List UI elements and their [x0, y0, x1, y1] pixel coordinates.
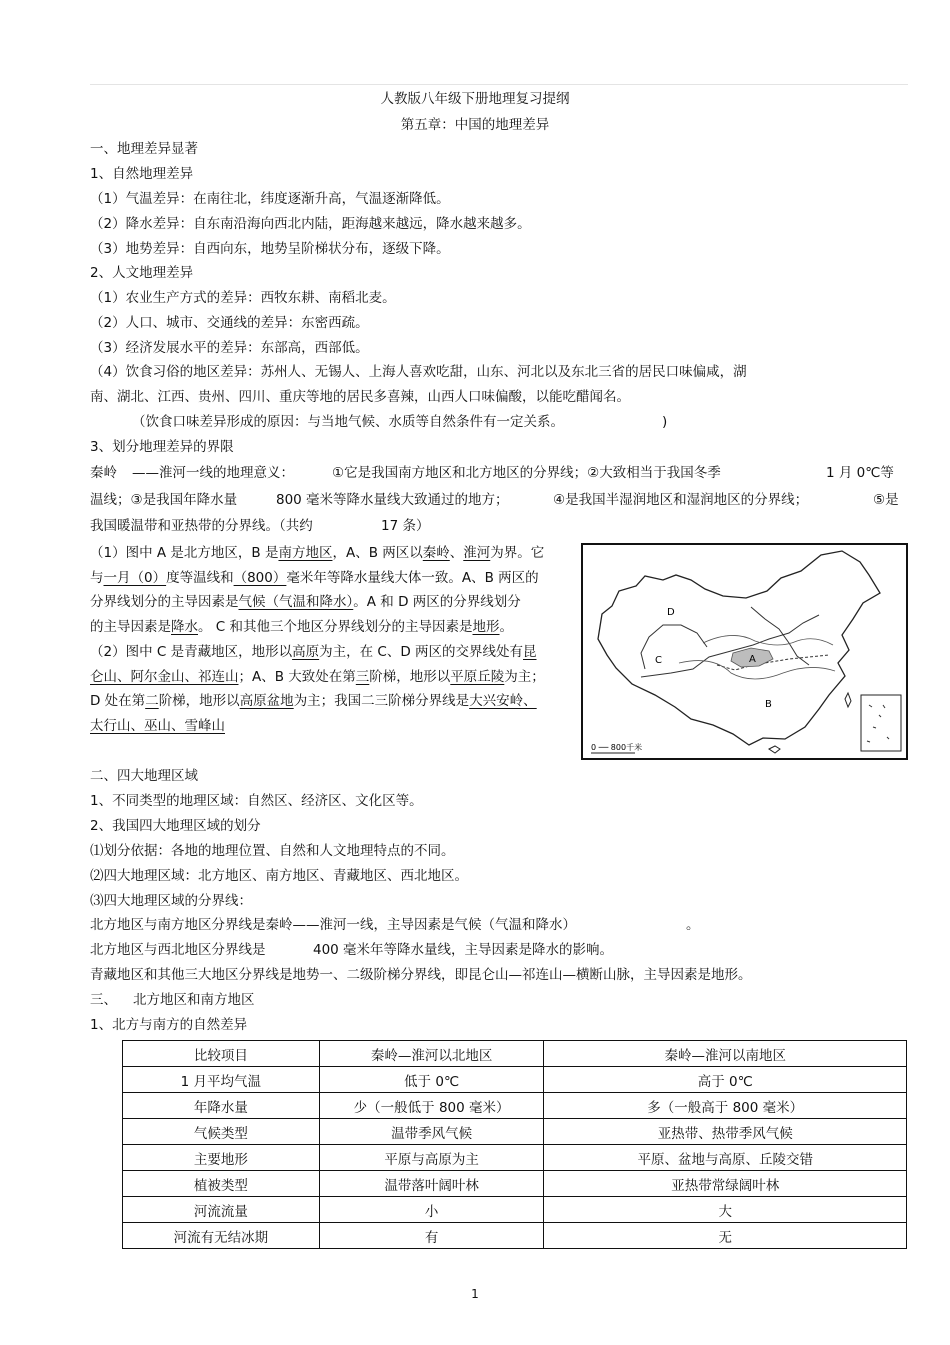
paragraph-text: 为主； [504, 668, 545, 685]
answer-underlined: 平原丘陵 [450, 668, 505, 685]
answer-underlined: 高原盆地 [239, 693, 294, 710]
paragraph-text: 为主，在 C、D 两区的交界线处有 [319, 643, 524, 660]
answer-underlined: 降水 [171, 619, 198, 636]
sub-heading: 2、人文地理差异 [90, 265, 194, 281]
table-row [123, 1197, 907, 1223]
paragraph-text: （1）图中 A 是北方地区，B 是 [90, 545, 279, 561]
table-cell: 有 [319, 1223, 544, 1249]
paragraph-text: 。 [499, 619, 514, 636]
table-header-cell: 比较项目 [123, 1041, 320, 1067]
table-row [123, 1093, 907, 1119]
table-header-row [123, 1041, 907, 1067]
table-cell: 平原与高原为主 [319, 1145, 544, 1171]
paragraph-text: 为界。它 [490, 545, 545, 561]
answer-underlined: 淮河 [463, 545, 491, 561]
table-cell: 植被类型 [123, 1171, 320, 1197]
table-cell: 平原、盆地与高原、丘陵交错 [544, 1145, 907, 1171]
paragraph-text: D 处在第 [90, 693, 146, 710]
body-line: 北方地区与西北地区分界线是 [90, 942, 266, 958]
answer-underlined: 仑山、阿尔金山、祁连山 [90, 668, 239, 685]
answer-underlined: 大兴安岭、 [469, 693, 537, 710]
paragraph-text: 阶梯，地形以 [369, 668, 451, 685]
section-heading: 三、 [90, 992, 117, 1008]
table-cell: 温带落叶阔叶林 [319, 1171, 544, 1197]
taiwan-island [845, 693, 851, 707]
paragraph-line [90, 640, 578, 665]
table-header-cell: 秦岭—淮河以北地区 [319, 1041, 544, 1067]
paragraph-line [90, 714, 578, 739]
table-cell: 亚热带常绿阔叶林 [544, 1171, 907, 1197]
paragraph-text: 的主导因素是 [90, 619, 171, 636]
answer-underlined: 三 [355, 668, 370, 685]
table-cell: 高于 0℃ [544, 1067, 907, 1093]
table-row [123, 1067, 907, 1093]
qinling-text: 17 条） [381, 518, 430, 534]
list-item: （4）饮食习俗的地区差异：苏州人、无锡人、上海人喜欢吃甜，山东、河北以及东北三省的居民口味偏咸，湖 [90, 364, 747, 380]
china-outline [598, 551, 880, 745]
china-regions-map [581, 543, 908, 760]
chapter-title: 第五章：中国的地理差异 [400, 117, 550, 133]
paragraph-line [90, 615, 578, 640]
table-cell: 多（一般高于 800 毫米） [544, 1093, 907, 1119]
map-scale: 0 ── 800千米 [591, 743, 643, 752]
table-header-cell: 秦岭—淮河以南地区 [544, 1041, 907, 1067]
qinling-text: 温线；③是我国年降水量 [90, 492, 238, 508]
paragraph-line [90, 689, 578, 714]
table-cell: 河流流量 [123, 1197, 320, 1223]
qinling-text: 1 月 0℃等 [826, 465, 894, 481]
islands-marks [867, 705, 889, 742]
region-label: D [667, 607, 675, 618]
table-cell: 年降水量 [123, 1093, 320, 1119]
sub-heading: 3、划分地理差异的界限 [90, 439, 234, 455]
table-cell: 大 [544, 1197, 907, 1223]
body-line: 2、我国四大地理区域的划分 [90, 818, 261, 834]
body-line-end: 。 [686, 917, 700, 933]
answer-underlined: 地形 [472, 619, 500, 636]
table-row [123, 1171, 907, 1197]
table-cell: 低于 0℃ [319, 1067, 544, 1093]
paragraph-text: 度等温线和 [166, 569, 234, 586]
list-item: 南、湖北、江西、贵州、四川、重庆等地的居民多喜辣，山西人口味偏酸，以能吃醋闻名。 [90, 389, 630, 405]
note-text: （饮食口味差异形成的原因：与当地气候、水质等自然条件有一定关系。 [132, 414, 564, 430]
qinling-text: ——淮河一线的地理意义： [132, 465, 294, 481]
table-row [123, 1119, 907, 1145]
page-number: 1 [471, 1287, 479, 1301]
qinling-text: 800 毫米等降水量线大致通过的地方； [276, 492, 509, 508]
list-item: （2）降水差异：自东南沿海向西北内陆，距海越来越远，降水越来越多。 [90, 216, 531, 232]
list-item: （1）气温差异：在南往北，纬度逐渐升高，气温逐渐降低。 [90, 191, 450, 207]
answer-underlined: 太行山、巫山、雪峰山 [90, 717, 225, 734]
paragraph-text: 。A 和 D 两区的分界线划分 [353, 594, 521, 611]
qinling-text: ④是我国半湿润地区和湿润地区的分界线； [553, 492, 809, 508]
table-cell: 温带季风气候 [319, 1119, 544, 1145]
map-question-paragraph [90, 541, 578, 739]
section-heading-text: 北方地区和南方地区 [133, 992, 255, 1008]
paragraph-text: （2）图中 C 是青藏地区，地形以 [90, 643, 293, 660]
sub-heading: 1、自然地理差异 [90, 166, 194, 182]
qinling-text: 我国暖温带和亚热带的分界线。（共约 [90, 518, 313, 534]
answer-underlined: （800） [233, 569, 287, 586]
answer-underlined: 一月（0） [103, 569, 167, 586]
paragraph-text: ，A、B 两区以 [332, 545, 423, 561]
table-row [123, 1145, 907, 1171]
answer-underlined: 高原 [292, 643, 320, 660]
list-item: （1）农业生产方式的差异：西牧东耕、南稻北麦。 [90, 290, 396, 306]
paragraph-line [90, 665, 578, 690]
south-sea-inset [861, 695, 901, 751]
table-cell: 无 [544, 1223, 907, 1249]
map-figure [583, 545, 906, 758]
answer-underlined: 二 [145, 693, 159, 710]
table-cell: 主要地形 [123, 1145, 320, 1171]
answer-underlined: 气候（气温和降水） [238, 594, 354, 611]
region-label: A [749, 654, 756, 665]
list-item: （2）人口、城市、交通线的差异：东密西疏。 [90, 315, 369, 331]
qinling-text: ⑤是 [873, 492, 899, 508]
paragraph-text: 为主；我国二三阶梯分界线是 [293, 693, 470, 710]
table-cell: 少（一般低于 800 毫米） [319, 1093, 544, 1119]
body-line: 北方地区与南方地区分界线是秦岭——淮河一线，主导因素是气候（气温和降水） [90, 917, 576, 933]
paragraph-text: 分界线划分的主导因素是 [90, 594, 239, 611]
paragraph-line [90, 566, 578, 591]
paragraph-text: 、 [449, 545, 464, 561]
section-heading: 二、四大地理区域 [90, 768, 198, 784]
qinling-text: ①它是我国南方地区和北方地区的分界线；②大致相当于我国冬季 [332, 465, 721, 481]
list-item: （3）地势差异：自西向东，地势呈阶梯状分布，逐级下降。 [90, 241, 450, 257]
list-item: （3）经济发展水平的差异：东部高，西部低。 [90, 340, 369, 356]
paragraph-text: ；A、B 大致处在第 [238, 668, 356, 685]
table-cell: 河流有无结冰期 [123, 1223, 320, 1249]
section-heading: 一、地理差异显著 [90, 141, 198, 157]
qinling-label: 秦岭 [90, 465, 117, 481]
paragraph-text: 毫米年等降水量线大体一致。A、B 两区的 [286, 569, 539, 586]
body-line: ⑶四大地理区域的分界线： [90, 893, 252, 909]
body-line: 400 毫米年等降水量线，主导因素是降水的影响。 [313, 942, 614, 958]
region-boundary-line [641, 625, 707, 669]
region-label: B [765, 699, 772, 710]
hainan-island [769, 746, 780, 753]
body-line: 1、不同类型的地理区域：自然区、经济区、文化区等。 [90, 793, 423, 809]
answer-underlined: 南方地区 [278, 545, 333, 561]
paragraph-line [90, 541, 578, 566]
paragraph-text: 与 [90, 569, 104, 586]
table-cell: 1 月平均气温 [123, 1067, 320, 1093]
note-text-end: ) [662, 414, 668, 430]
sub-heading: 1、北方与南方的自然差异 [90, 1017, 248, 1033]
answer-underlined: 昆 [523, 643, 537, 660]
table-cell: 气候类型 [123, 1119, 320, 1145]
answer-underlined: 秦岭 [422, 545, 450, 561]
table-cell: 亚热带、热带季风气候 [544, 1119, 907, 1145]
doc-title: 人教版八年级下册地理复习提纲 [380, 91, 570, 107]
top-rule [90, 84, 908, 85]
paragraph-text: 阶梯，地形以 [158, 693, 240, 710]
paragraph-line [90, 590, 578, 615]
table-row [123, 1223, 907, 1249]
region-label: C [655, 655, 662, 666]
body-line: 青藏地区和其他三大地区分界线是地势一、二级阶梯分界线，即昆仑山—祁连山—横断山脉，主导因素是地形。 [90, 967, 752, 983]
paragraph-text: 。 C 和其他三个地区分界线划分的主导因素是 [198, 619, 473, 636]
yellow-river [703, 635, 833, 645]
table-cell: 小 [319, 1197, 544, 1223]
region-boundary-line [641, 615, 819, 677]
body-line: ⑵四大地理区域：北方地区、南方地区、青藏地区、西北地区。 [90, 868, 468, 884]
body-line: ⑴划分依据：各地的地理位置、自然和人文地理特点的不同。 [90, 843, 455, 859]
comparison-table [122, 1040, 907, 1249]
